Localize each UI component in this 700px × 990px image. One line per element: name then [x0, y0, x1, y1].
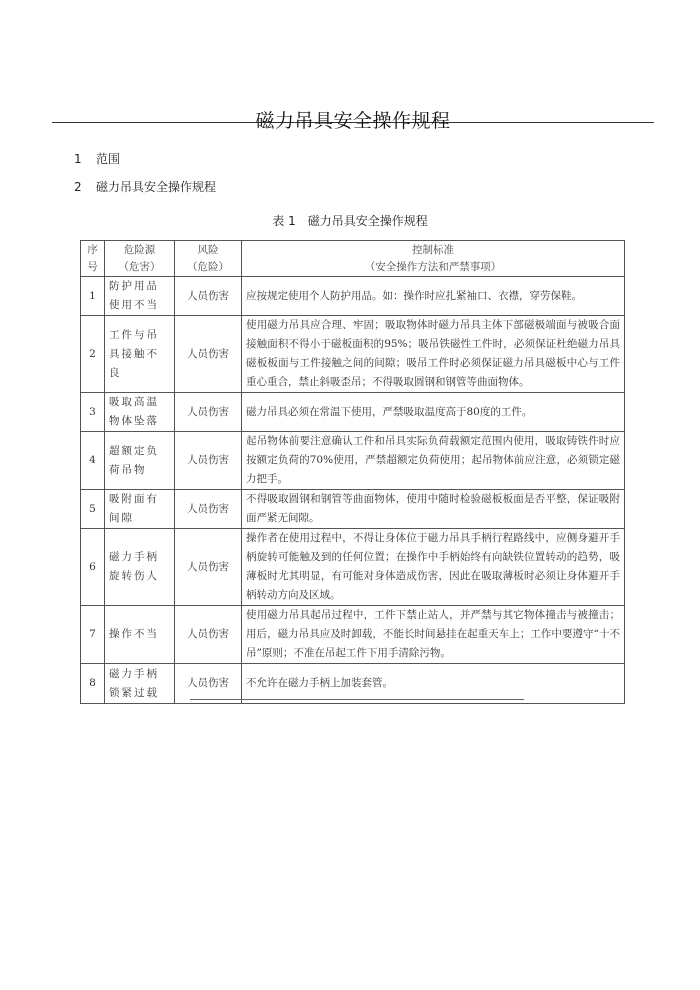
table-row	[81, 393, 625, 432]
table-row	[81, 664, 625, 704]
table-row	[81, 316, 625, 393]
cell-risk: 人员伤害	[175, 432, 242, 490]
cell-source: 操作不当	[105, 606, 175, 664]
cell-source: 吸取高温物体坠落	[105, 393, 175, 432]
cell-source: 防护用品使用不当	[105, 277, 175, 316]
end-rule	[190, 699, 524, 700]
page-title: 磁力吊具安全操作规程	[255, 110, 451, 132]
cell-risk: 人员伤害	[175, 606, 242, 664]
section-number: 1	[74, 152, 82, 166]
header-text: 号	[87, 260, 98, 273]
header-hazard-source	[105, 241, 175, 277]
cell-source: 磁力手柄锁紧过载	[105, 664, 175, 704]
header-control-standard	[242, 241, 625, 277]
header-text: 风险	[197, 243, 219, 256]
header-text: 危险源	[123, 243, 156, 256]
cell-control: 操作者在使用过程中，不得让身体位于磁力吊具手柄行程路线中，应侧身避开手柄旋转可能触及到的任何位置；在操作中手柄始终有向缺铁位置转动的趋势，吸薄板时尤其明显，有可能对身体造成伤害，因此在吸取薄板时必须让身体避开手柄转动方向及区域。	[242, 529, 625, 606]
table-row	[81, 529, 625, 606]
table-row	[81, 606, 625, 664]
table-caption	[0, 212, 700, 229]
table-row	[81, 490, 625, 529]
cell-risk: 人员伤害	[175, 664, 242, 704]
cell-no: 1	[81, 277, 105, 316]
cell-control: 使用磁力吊具起吊过程中，工件下禁止站人，并严禁与其它物体撞击与被撞击；用后，磁力吊具应及时卸载，不能长时间悬挂在起重天车上；工作中要遵守“十不吊”原则；不准在吊起工件下用手清除污物。	[242, 606, 625, 664]
cell-source: 超额定负荷吊物	[105, 432, 175, 490]
cell-no: 4	[81, 432, 105, 490]
table-caption-number: 表 1	[272, 214, 296, 228]
cell-risk: 人员伤害	[175, 490, 242, 529]
cell-control: 磁力吊具必须在常温下使用，严禁吸取温度高于80度的工件。	[242, 393, 625, 432]
section-heading-rules	[74, 178, 216, 195]
cell-risk: 人员伤害	[175, 316, 242, 393]
cell-source: 吸附面有间隙	[105, 490, 175, 529]
section-label: 磁力吊具安全操作规程	[96, 180, 217, 194]
table-caption-label: 磁力吊具安全操作规程	[307, 214, 428, 228]
cell-no: 3	[81, 393, 105, 432]
table-row	[81, 277, 625, 316]
cell-risk: 人员伤害	[175, 277, 242, 316]
cell-control: 不允许在磁力手柄上加装套管。	[242, 664, 625, 704]
section-number: 2	[74, 180, 82, 194]
header-no	[81, 241, 105, 277]
cell-control: 使用磁力吊具应合理、牢固；吸取物体时磁力吊具主体下部磁极端面与被吸合面接触面积不得小于磁板面积的95%；吸吊铁磁性工件时，必须保证杜绝磁力吊具磁板板面与工件接触之间的间隙；吸吊工件时必须保证磁力吊具磁板中心与工件重心重合，禁止斜吸歪吊；不得吸取圆钢和钢管等曲面物体。	[242, 316, 625, 393]
cell-control: 不得吸取圆钢和钢管等曲面物体，使用中随时检验磁板板面是否平整，保证吸附面严紧无间隙。	[242, 490, 625, 529]
safety-rules-table	[80, 240, 625, 704]
table-row	[81, 432, 625, 490]
cell-no: 7	[81, 606, 105, 664]
header-text: （安全操作方法和严禁事项）	[364, 260, 502, 273]
cell-control: 起吊物体前要注意确认工件和吊具实际负荷载额定范围内使用，吸取铸铁件时应按额定负荷的70%使用，严禁超额定负荷使用；起吊物体前应注意，必须锁定磁力把手。	[242, 432, 625, 490]
cell-source: 工件与吊具接触不良	[105, 316, 175, 393]
header-text: （危险）	[187, 260, 229, 273]
header-risk	[175, 241, 242, 277]
cell-risk: 人员伤害	[175, 529, 242, 606]
cell-no: 8	[81, 664, 105, 704]
cell-control: 应按规定使用个人防护用品。如：操作时应扎紧袖口、衣襟，穿劳保鞋。	[242, 277, 625, 316]
cell-no: 5	[81, 490, 105, 529]
cell-risk: 人员伤害	[175, 393, 242, 432]
header-text: 序	[87, 243, 98, 256]
cell-source: 磁力手柄旋转伤人	[105, 529, 175, 606]
header-text: 控制标准	[412, 243, 454, 256]
table-header-row	[81, 241, 625, 277]
header-text: （危害）	[118, 260, 161, 273]
cell-no: 2	[81, 316, 105, 393]
cell-no: 6	[81, 529, 105, 606]
title-block	[52, 104, 654, 134]
section-heading-scope	[74, 150, 120, 167]
section-label: 范围	[96, 152, 121, 166]
